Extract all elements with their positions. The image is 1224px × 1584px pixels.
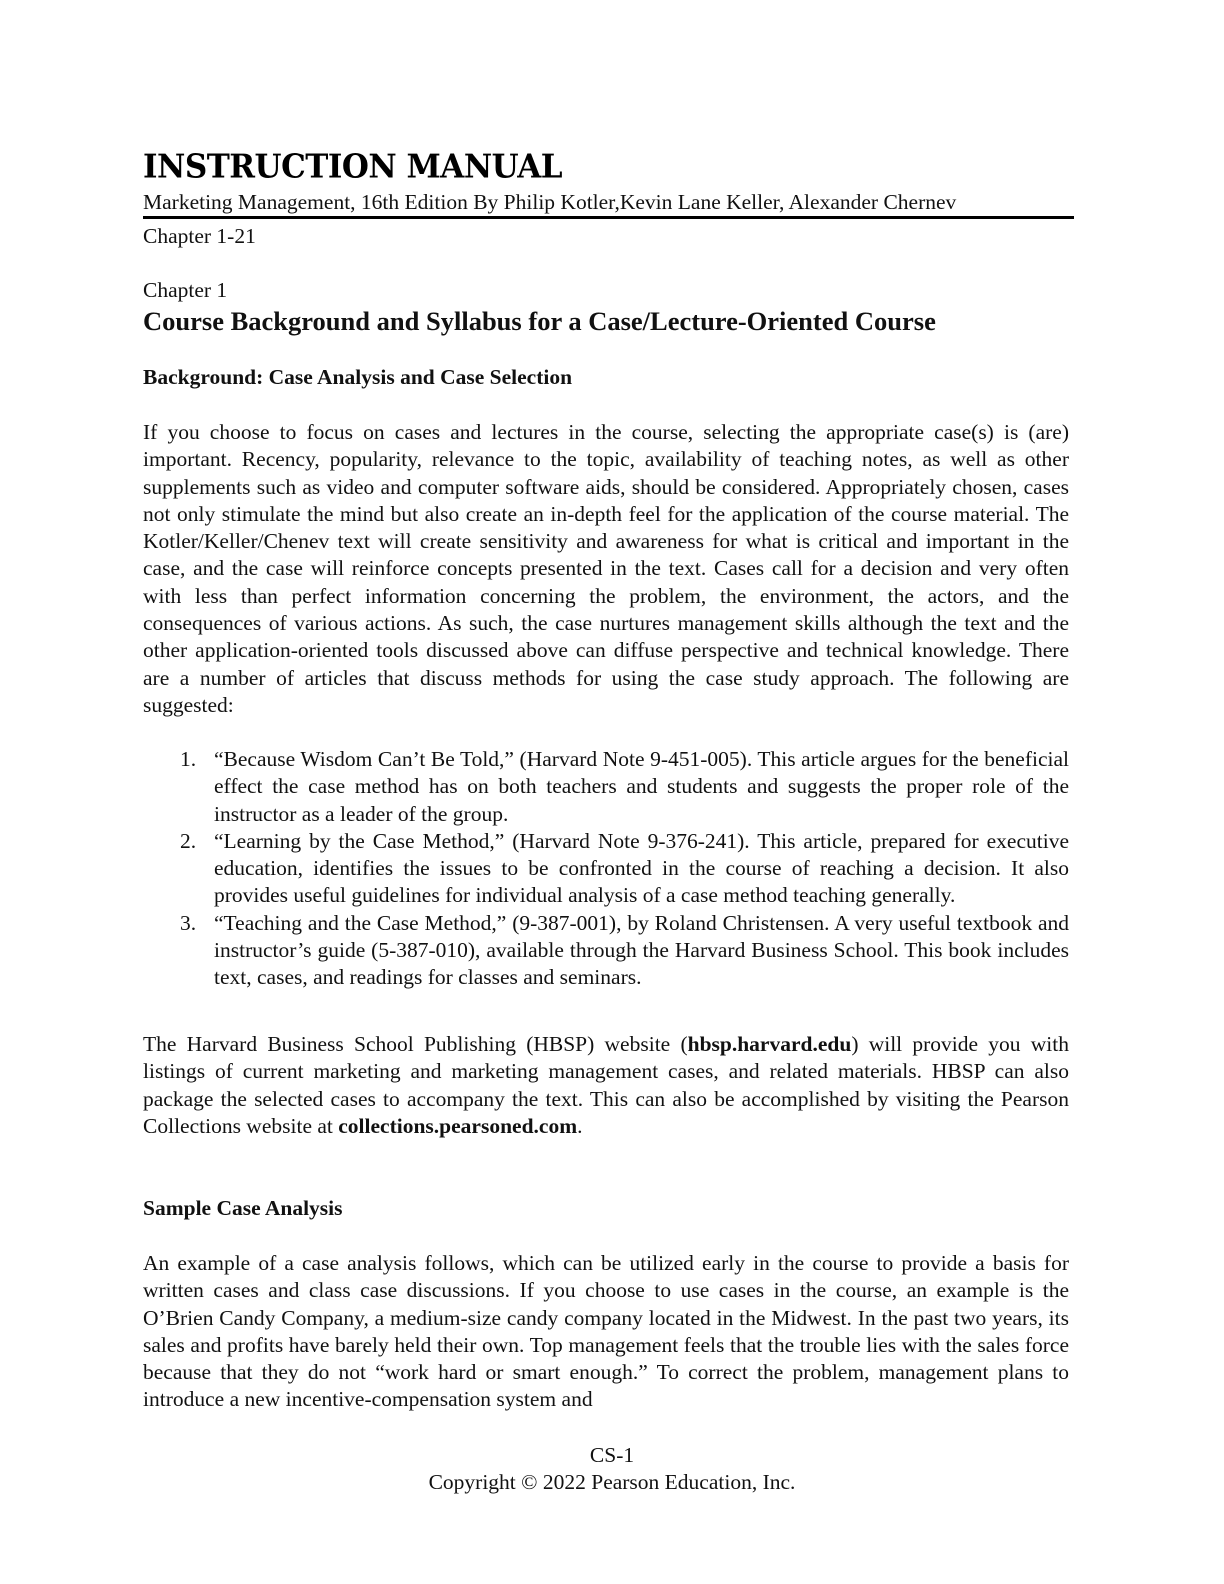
hbsp-text-after: . (577, 1113, 583, 1138)
hbsp-paragraph (143, 1031, 1069, 1140)
header-rule (143, 216, 1074, 219)
hbsp-text-before: The Harvard Business School Publishing (HBSP) website ( (143, 1032, 688, 1056)
list-item (143, 910, 1069, 992)
background-heading: Background: Case Analysis and Case Selection (143, 365, 573, 389)
list-item-number: 3. (180, 910, 197, 935)
list-item-text: “Because Wisdom Can’t Be Told,” (Harvard Note 9-451-005). This article argues for the beneficial effect the case method has on both teachers and students and suggests the proper role of the instructor as a leader of the group. (214, 747, 1069, 826)
suggested-articles-list (143, 746, 1069, 992)
list-item-number: 2. (180, 828, 197, 853)
chapter-heading: Course Background and Syllabus for a Case/Lecture-Oriented Course (143, 306, 936, 336)
chapter-range: Chapter 1-21 (143, 224, 256, 248)
list-item (143, 828, 1069, 910)
manual-title: INSTRUCTION MANUAL (143, 148, 563, 186)
copyright-notice: Copyright © 2022 Pearson Education, Inc. (428, 1470, 796, 1494)
background-paragraph: If you choose to focus on cases and lectures in the course, selecting the appropriate case(s) is (are) important. Recency, popularity, relevance to the topic, availability of teaching notes, as well as other supplements such as video and computer software aids, should be considered. Appropriately chosen, cases not only stimulate the mind but also create an in-depth feel for the application of the course material. The Kotler/Keller/Chenev text will create sensitivity and awareness for what is critical and important in the case, and the case will reinforce concepts presented in the text. Cases call for a decision and very often with less than perfect information concerning the problem, the environment, the actors, and the consequences of various actions. As such, the case nurtures management skills although the text and the other application-oriented tools discussed above can diffuse perspective and technical knowledge. There are a number of articles that discuss methods for using the case study approach. The following are suggested: (143, 420, 1069, 717)
list-item-text: “Learning by the Case Method,” (Harvard Note 9-376-241). This article, prepared for executive education, identifies the issues to be confronted in the course of reaching a decision. It also provides useful guidelines for individual analysis of a case method teaching generally. (214, 828, 1069, 908)
pearson-collections-link[interactable]: collections.pearsoned.com (338, 1113, 578, 1138)
hbsp-website-link[interactable]: hbsp.harvard.edu (687, 1032, 852, 1056)
sample-paragraph: An example of a case analysis follows, which can be utilized early in the course to provide a basis for written cases and class case discussions. If you choose to use cases in the course, an example is the O’Brien Candy Company, a medium-size candy company located in the Midwest. In the past two years, its sales and profits have barely held their own. Top management feels that the trouble lies with the sales force because that they do not “work hard or smart enough.” To correct the problem, management plans to introduce a new incentive-compensation system and (143, 1251, 1069, 1412)
hbsp-text-middle: ) will provide you with listings of current marketing and marketing management cases, and related materials. HBSP can also package the selected cases to accompany the text. This can also be accomplished by visiting the Pearson Collections website at (143, 1032, 1070, 1138)
list-item-number: 1. (180, 747, 197, 771)
sample-heading: Sample Case Analysis (143, 1196, 343, 1220)
list-item-text: “Teaching and the Case Method,” (9-387-001), by Roland Christensen. A very useful textbook and instructor’s guide (5-387-010), available through the Harvard Business School. This book includes text, cases, and readings for classes and seminars. (214, 910, 1069, 990)
page-number: CS-1 (589, 1443, 635, 1467)
list-item (143, 746, 1069, 828)
chapter-label: Chapter 1 (143, 278, 228, 302)
book-subtitle: Marketing Management, 16th Edition By Philip Kotler,Kevin Lane Keller, Alexander Chernev (143, 190, 957, 214)
